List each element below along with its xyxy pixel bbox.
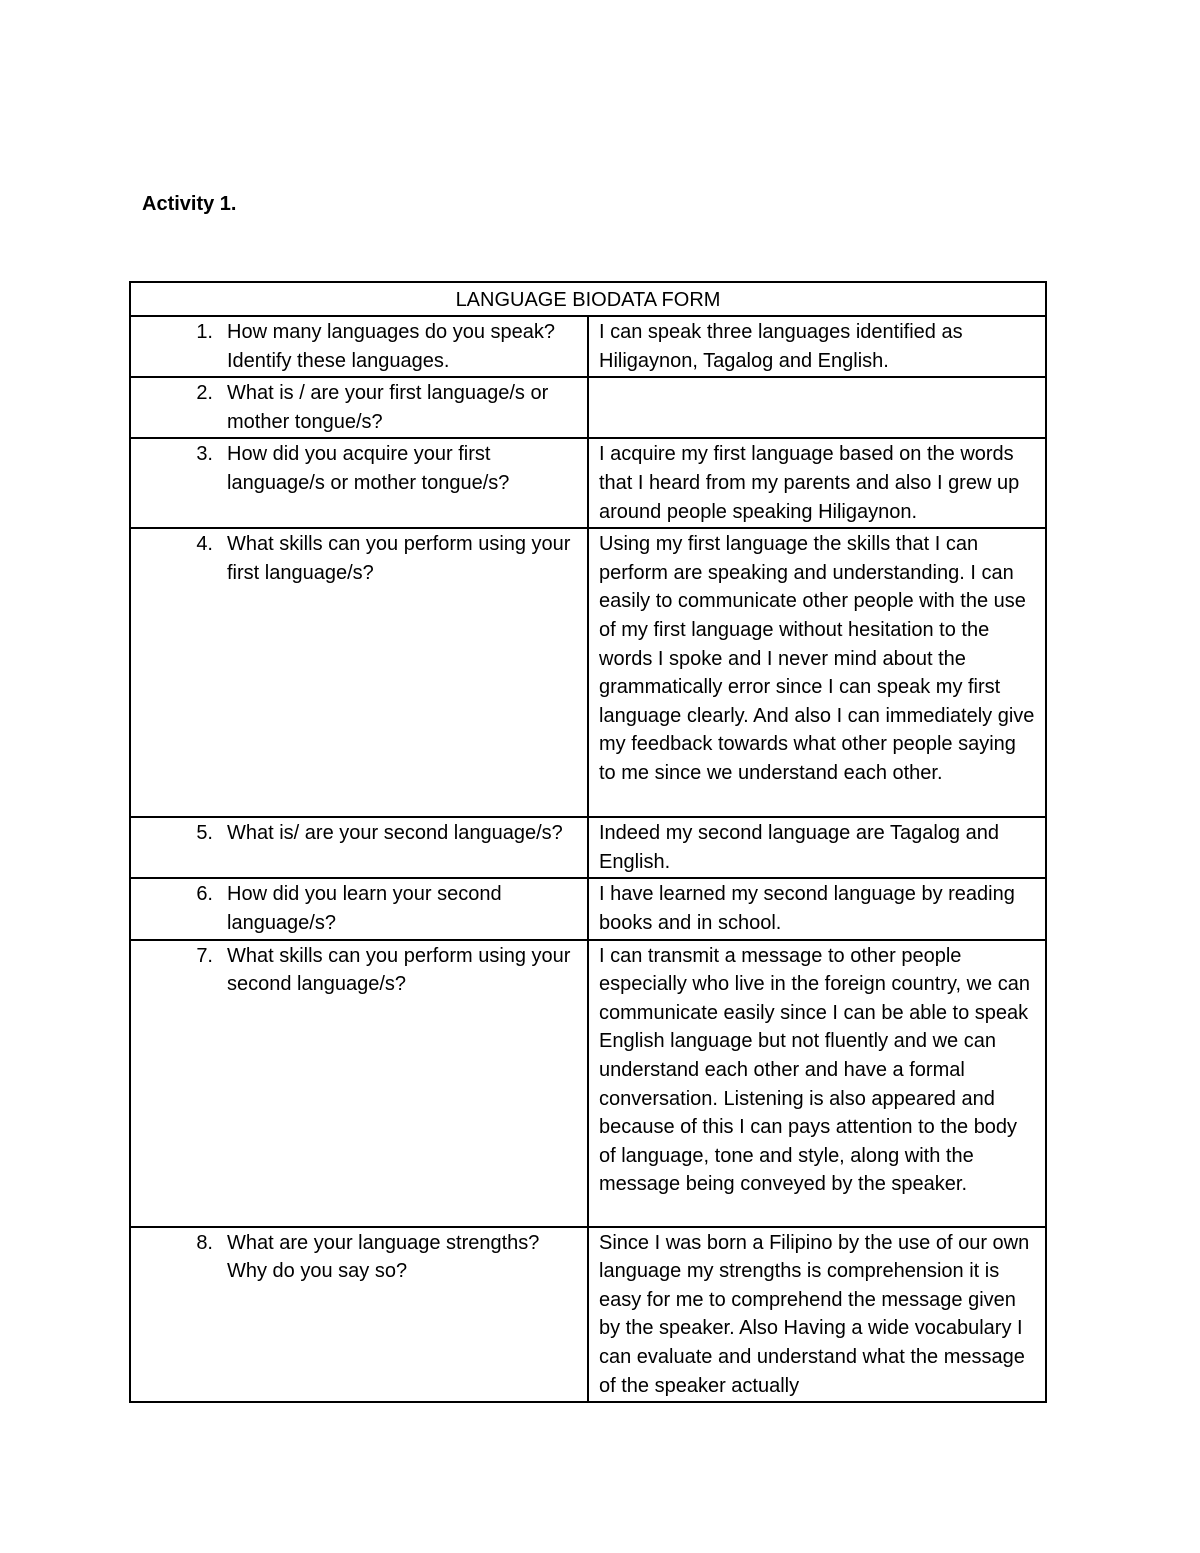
form-title: LANGUAGE BIODATA FORM [130, 282, 1046, 316]
question-text: What are your language strengths? Why do you say so? [227, 1231, 540, 1283]
question-text: How many languages do you speak? Identify these languages. [227, 321, 555, 372]
question-number: 2. [196, 382, 213, 405]
answer-cell: I acquire my first language based on the words that I heard from my parents and also I grew up around people speaking Hiligaynon. [588, 438, 1046, 528]
answer-cell: Using my first language the skills that I can perform are speaking and understanding. I can easily to communicate other people with the use of my first language without hesitation to the words I spoke and I never mind about the grammatically error since I can speak my first language clearly. And also I can immediately give my feedback towards what other people saying to me since we understand each other. [588, 528, 1046, 817]
answer-cell: I can transmit a message to other people especially who live in the foreign country, we can communicate easily since I can be able to speak English language but not fluently and we can understand each other and have a formal conversation. Listening is also appeared and because of this I can pays attention to the body of language, tone and style, along with the message being conveyed by the speaker. [588, 940, 1046, 1227]
question-number: 6. [196, 883, 213, 906]
table-row [130, 377, 1046, 438]
question-text: What is / are your first language/s or mother tongue/s? [227, 382, 549, 433]
question-cell [130, 438, 588, 528]
question-cell [130, 940, 588, 1227]
question-text: How did you acquire your first language/s or mother tongue/s? [227, 443, 510, 494]
table-row [130, 528, 1046, 817]
answer-cell: I have learned my second language by reading books and in school. [588, 878, 1046, 939]
question-cell [130, 1227, 588, 1403]
table-row [130, 1227, 1046, 1403]
question-cell [130, 817, 588, 878]
question-number: 7. [196, 944, 213, 967]
question-number: 3. [196, 443, 213, 466]
question-text: What skills can you perform using your first language/s? [227, 533, 571, 584]
question-text: What skills can you perform using your second language/s? [227, 944, 571, 996]
table-row [130, 878, 1046, 939]
question-text: What is/ are your second language/s? [227, 822, 563, 845]
answer-cell: Indeed my second language are Tagalog and English. [588, 817, 1046, 878]
answer-cell [588, 377, 1046, 438]
question-number: 5. [196, 822, 213, 845]
table-row [130, 940, 1046, 1227]
answer-cell: Since I was born a Filipino by the use of our own language my strengths is comprehension it is easy for me to comprehend the message given by the speaker. Also Having a wide vocabulary I can evaluate and understand what the message of the speaker actually [588, 1227, 1046, 1403]
question-cell [130, 316, 588, 377]
activity-title: Activity 1. [142, 193, 237, 215]
question-cell [130, 878, 588, 939]
language-biodata-table [129, 281, 1047, 1403]
question-cell [130, 528, 588, 817]
question-number: 8. [196, 1231, 213, 1254]
table-row [130, 316, 1046, 377]
table-header-row [130, 282, 1046, 316]
answer-cell: I can speak three languages identified as Hiligaynon, Tagalog and English. [588, 316, 1046, 377]
question-cell [130, 377, 588, 438]
question-text: How did you learn your second language/s? [227, 883, 502, 934]
question-number: 1. [196, 321, 213, 343]
table-row [130, 438, 1046, 528]
question-number: 4. [196, 533, 213, 556]
table-row [130, 817, 1046, 878]
